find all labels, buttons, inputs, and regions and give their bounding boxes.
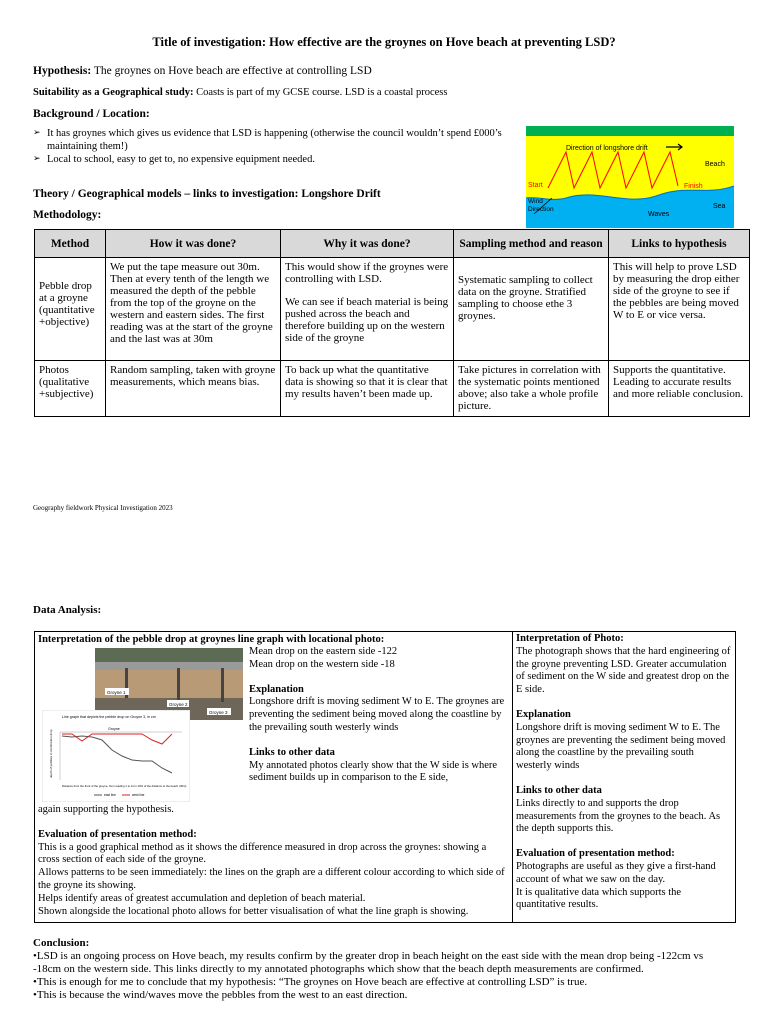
explanation-text: Longshore drift is moving sediment W to E. The groynes are preventing the sediment being moved along the coastline by the prevailing south westerly winds — [249, 696, 505, 733]
photo-explanation-text: Longshore drift is moving sediment W to E. The groynes are preventing the sediment being moved along the coastline by the prevailing south westerly winds — [516, 721, 726, 772]
evaluation-heading: Evaluation of presentation method: — [38, 828, 197, 840]
methodology-heading: Methodology: — [33, 209, 102, 221]
table-row — [35, 361, 750, 417]
theory-heading: Theory / Geographical models – links to investigation: Longshore Drift — [33, 188, 381, 200]
photo-text: The photograph shows that the hard engineering of the groyne preventing LSD. Greater accumulation of sediment on the W side and greatest drop on the E side. — [516, 645, 731, 696]
pebble-drop-text — [249, 646, 507, 785]
photo-label: Groyne 2 — [169, 702, 188, 707]
conclusion-para: •This is because the wind/waves move the pebbles from the west to an east direction. — [33, 989, 408, 1001]
hypothesis — [33, 65, 372, 78]
table-cell: To back up what the quantitative data is showing so that it is clear that my results haven’t been made up. — [281, 361, 454, 417]
links-heading: Links to other data — [249, 746, 335, 758]
table-cell: Take pictures in correlation with the systematic points mentioned above; also take a whole profile picture. — [454, 361, 609, 417]
methodology-table — [34, 229, 750, 417]
table-header: How it was done? — [106, 230, 281, 258]
hypothesis-label: Hypothesis: — [33, 65, 92, 77]
legend-west: west line — [132, 793, 145, 797]
photo-heading: Interpretation of Photo: — [516, 633, 624, 644]
page-title: Title of investigation: How effective are the groynes on Hove beach at preventing LSD? — [152, 35, 616, 49]
table-cell: Photos (qualitative +subjective) — [35, 361, 106, 417]
direction-label: Direction of longshore drift — [566, 145, 648, 152]
conclusion-heading: Conclusion: — [33, 937, 90, 949]
data-analysis-heading: Data Analysis: — [33, 604, 102, 616]
finish-label: Finish — [684, 183, 703, 190]
table-header: Why it was done? — [281, 230, 454, 258]
table-cell: This will help to prove LSD by measuring the drop either side of the groyne to see if the pebbles are being moved W to E or vice versa. — [609, 258, 750, 361]
longshore-drift-diagram — [526, 126, 734, 228]
links-text: My annotated photos clearly show that the W side is where sediment builds up in comparison to the E side, — [249, 759, 498, 784]
sea-label: Sea — [713, 203, 726, 210]
links-text-cont: again supporting the hypothesis. — [38, 804, 174, 815]
background-list — [33, 127, 503, 166]
table-header-row — [35, 230, 750, 258]
photo-links-text: Links directly to and supports the drop measurements from the groynes to the beach. As the depth supports this. — [516, 797, 721, 835]
photo-explanation-heading: Explanation — [516, 708, 571, 720]
table-cell: Pebble drop at a groyne (quantitative +objective) — [35, 258, 106, 361]
graph-title: Line graph that depicts the pebble drop on Groyne 3, in cm — [62, 715, 156, 719]
evaluation-text: Helps identify areas of greatest accumulation and depletion of beach material. — [38, 892, 366, 904]
background-bullet: ➢ Local to school, easy to get to, no expensive equipment needed. — [33, 153, 503, 166]
background-bullet: ➢ It has groynes which gives us evidence that LSD is happening (otherwise the council wouldn’t spend £000’s maintaining them!) — [33, 127, 503, 153]
table-cell: Systematic sampling to collect data on the groyne. Stratified sampling to choose ethe 3 groynes. — [454, 258, 609, 361]
suitability-label: Suitability as a Geographical study: — [33, 87, 194, 98]
evaluation-text: Allows patterns to be seen immediately: the lines on the graph are a different colour according to which side of the groyne its showing. — [38, 867, 505, 891]
hypothesis-text: The groynes on Hove beach are effective at controlling LSD — [91, 65, 372, 77]
beach-label: Beach — [705, 161, 725, 168]
photo-evaluation-heading: Evaluation of presentation method: — [516, 848, 675, 860]
photo-label: Groyne 1 — [107, 690, 126, 695]
pebble-drop-lower-text — [38, 804, 508, 918]
why-para: We can see if beach material is being pushed across the beach and therefore building up on the western side of the groyne — [285, 296, 449, 344]
why-para: This would show if the groynes were controlling with LSD. — [285, 261, 449, 285]
evaluation-text: Shown alongside the locational photo allows for better visualisation of what the line graph is showing. — [38, 905, 469, 917]
photo-links-heading: Links to other data — [516, 784, 602, 796]
photo-evaluation-text: It is qualitative data which supports the quantitative results. — [516, 886, 682, 911]
table-cell — [281, 258, 454, 361]
table-header: Sampling method and reason — [454, 230, 609, 258]
photo-interpretation-text — [516, 633, 732, 912]
land-strip — [526, 126, 734, 136]
wind-label: Wind — [528, 198, 543, 205]
footer-text: Geography fieldwork Physical Investigation 2023 — [33, 504, 173, 512]
table-header: Links to hypothesis — [609, 230, 750, 258]
graph-groyne-label: Groyne — [108, 727, 120, 731]
graph-xlabel: Distance from the front of the groyne, from reading 1 to 11 in 10% of the distance to the beach (30m). — [62, 784, 188, 788]
table-cell: Random sampling, taken with groyne measurements, which means bias. — [106, 361, 281, 417]
mean-west: Mean drop on the western side -18 — [249, 658, 395, 670]
table-header: Method — [35, 230, 106, 258]
table-row — [35, 258, 750, 361]
evaluation-text: This is a good graphical method as it shows the difference measured in drop across the groynes: showing a cross section of each side of the groyne. — [38, 841, 487, 866]
start-label: Start — [528, 182, 543, 189]
suitability-text: Coasts is part of my GCSE course. LSD is a coastal process — [193, 87, 448, 98]
explanation-heading: Explanation — [249, 683, 304, 695]
graph-ylabel: depth of pebbles in centimeters drop — [49, 729, 53, 778]
pebble-drop-graph — [42, 710, 190, 802]
background-heading: Background / Location: — [33, 108, 150, 120]
photo-label: Groyne 3 — [209, 710, 228, 715]
mean-east: Mean drop on the eastern side -122 — [249, 646, 398, 657]
conclusion-para: •This is enough for me to conclude that my hypothesis: “The groynes on Hove beach are effective at controlling LSD” is true. — [33, 976, 588, 988]
conclusion — [33, 937, 723, 1002]
suitability — [33, 86, 447, 99]
legend-east: east line — [104, 793, 116, 797]
wind-direction-label: Direction — [528, 206, 554, 213]
table-cell: Supports the quantitative. Leading to accurate results and more reliable conclusion. — [609, 361, 750, 417]
photo-evaluation-text: Photographs are useful as they give a first-hand account of what we saw on the day. — [516, 860, 716, 885]
conclusion-para: •LSD is an ongoing process on Hove beach, my results confirm by the greater drop in beach height on the east side with the mean drop being -122cm vs -18cm on the western side. This links directly to my annotated photographs which show that the beach depth measurements are confirmed. — [33, 950, 704, 975]
table-cell: We put the tape measure out 30m. Then at every tenth of the length we measured the depth of the pebble from the top of the groyne on the western and eastern sides. The first reading was at the start of the groyne and the last was at 30m — [106, 258, 281, 361]
pebble-drop-heading: Interpretation of the pebble drop at groynes line graph with locational photo: — [38, 634, 385, 645]
waves-label: Waves — [648, 211, 670, 218]
